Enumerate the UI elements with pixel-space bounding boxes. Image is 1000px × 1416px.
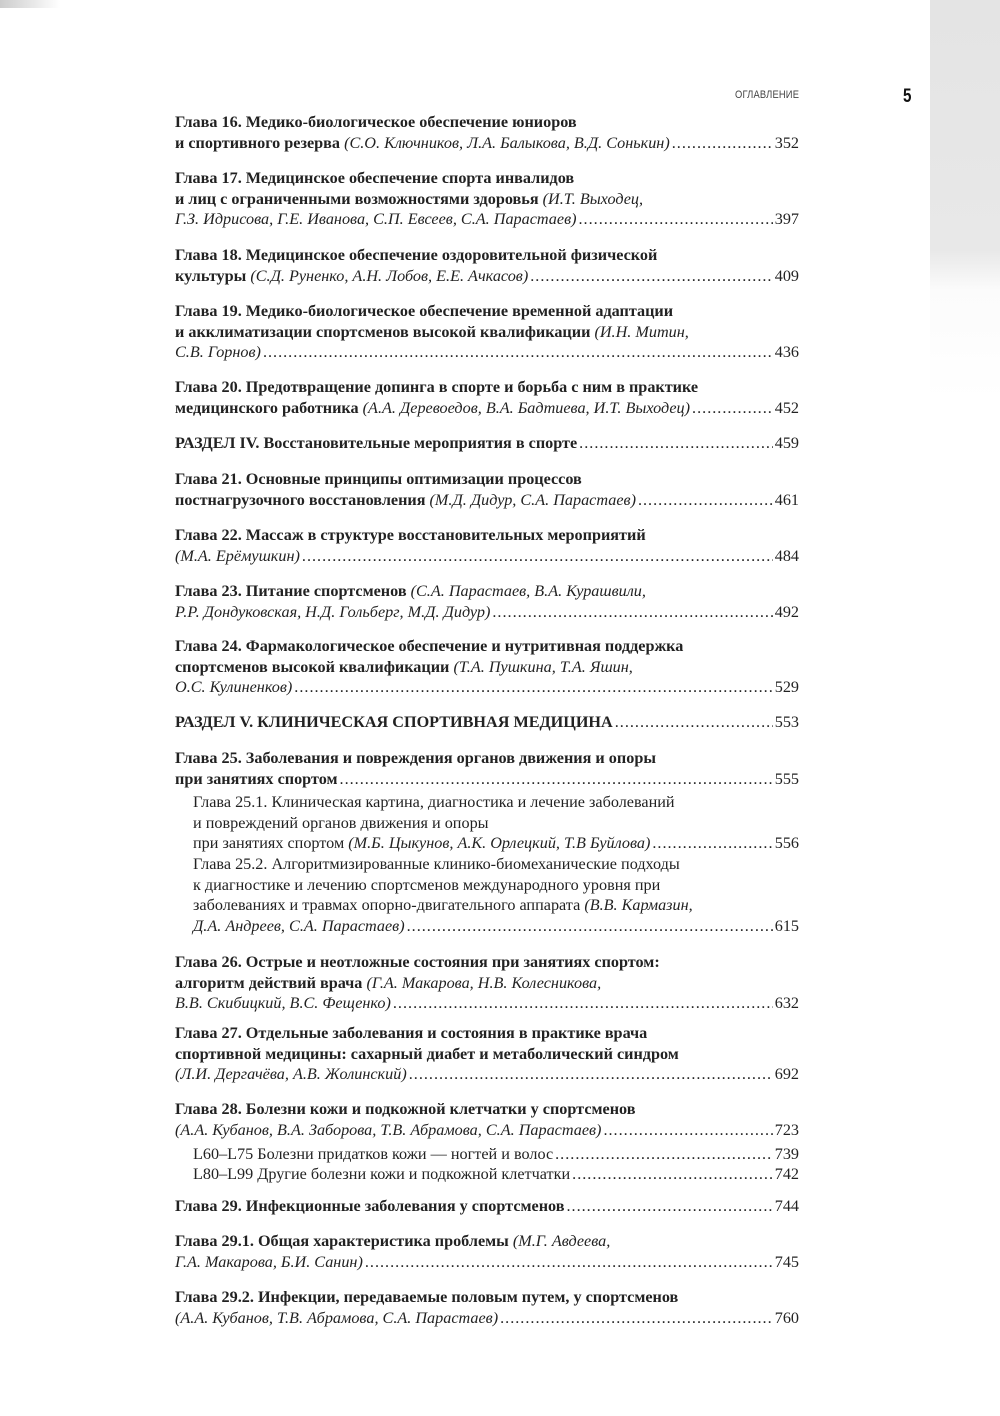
toc-entry[interactable]: [175, 112, 799, 153]
toc-authors: (С.Д. Руненко, А.Н. Лобов, Е.Е. Ачкасов): [250, 266, 529, 285]
toc-authors: (С.А. Парастаев, В.А. Курашвили,: [410, 582, 646, 600]
toc-authors: С.В. Горнов): [175, 343, 261, 362]
toc-authors: (А.А. Кубанов, Т.В. Абрамова, С.А. Парастаев): [175, 1308, 499, 1327]
toc-title: к диагностике и лечению спортсменов международного уровня при: [193, 875, 661, 894]
toc-entry-line: [193, 895, 799, 916]
toc-page-number: 555: [774, 769, 799, 788]
toc-authors: (В.В. Кармазин,: [584, 896, 693, 915]
toc-entry-line: [175, 1231, 799, 1252]
toc-title: и лиц с ограниченными возможностями здоровья: [175, 189, 543, 208]
toc-title: Глава 24. Фармакологическое обеспечение и нутритивная поддержка: [175, 637, 684, 655]
toc-entry[interactable]: [175, 301, 799, 363]
dot-leader: [572, 1164, 773, 1185]
toc-page-number: 723: [774, 1120, 799, 1139]
dot-leader: [294, 677, 772, 698]
toc-page-number: 459: [774, 434, 799, 452]
toc-entry-line: [193, 916, 799, 937]
toc-entry-line: [193, 1164, 799, 1185]
toc-authors: (А.А. Кубанов, В.А. Заборова, Т.В. Абрамова, С.А. Парастаев): [175, 1120, 602, 1139]
toc-authors: Д.А. Андреев, С.А. Парастаев): [193, 916, 405, 935]
toc-entry[interactable]: [193, 854, 799, 936]
toc-entry-line: [175, 168, 799, 189]
toc-page-number: 484: [774, 546, 799, 565]
toc-entry-line: [175, 1308, 799, 1329]
toc-entry-line: [193, 875, 799, 896]
toc-title: Глава 27. Отдельные заболевания и состояния в практике врача: [175, 1024, 648, 1042]
dot-leader: [652, 833, 772, 854]
toc-title: спортивной медицины: сахарный диабет и метаболический синдром: [175, 1044, 679, 1063]
toc-page-number: 739: [774, 1145, 799, 1163]
toc-entry-line: [175, 546, 799, 567]
toc-entry-line: [175, 398, 799, 419]
toc-title: алгоритм действий врача: [175, 973, 367, 992]
toc-entry[interactable]: [175, 1099, 799, 1140]
toc-authors: Г.З. Идрисова, Г.Е. Иванова, С.П. Евсеев, С.А. Парастаев): [175, 210, 577, 229]
toc-title: при занятиях спортом: [193, 834, 349, 853]
toc-authors: (С.О. Ключников, Л.А. Балыкова, В.Д. Сонькин): [344, 133, 670, 152]
toc-title: Глава 29.1. Общая характеристика проблемы: [175, 1232, 513, 1250]
toc-authors: О.С. Кулиненков): [175, 678, 293, 697]
toc-authors: В.В. Скибицкий, В.С. Фещенко): [175, 994, 391, 1013]
toc-entry[interactable]: [175, 433, 799, 454]
toc-page-number: 760: [774, 1308, 799, 1327]
toc-entry-line: [175, 322, 799, 343]
dot-leader: [615, 712, 773, 733]
toc-title: и спортивного резерва: [175, 133, 345, 152]
toc-title: Глава 25. Заболевания и повреждения органов движения и опоры: [175, 749, 656, 767]
toc-entry[interactable]: [175, 245, 799, 286]
toc-entry[interactable]: [175, 1287, 799, 1328]
toc-entry-line: [175, 952, 799, 973]
dot-leader: [566, 1196, 772, 1217]
toc-page-number: 461: [774, 490, 799, 509]
toc-entry-line: [175, 602, 799, 623]
toc-title: при занятиях спортом: [175, 769, 338, 788]
toc-entry[interactable]: [175, 636, 799, 698]
dot-leader: [579, 433, 773, 454]
toc-entry[interactable]: [175, 712, 799, 733]
dot-leader: [555, 1144, 773, 1165]
toc-title: РАЗДЕЛ IV. Восстановительные мероприятия в спорте: [175, 434, 578, 452]
dot-leader: [340, 769, 773, 790]
toc-title: медицинского работника: [175, 398, 363, 417]
toc-entry[interactable]: [175, 1231, 799, 1272]
toc-entry-line: [193, 833, 799, 854]
toc-entry-line: [175, 993, 799, 1014]
toc-page-number: 632: [774, 994, 799, 1013]
toc-entry-line: [175, 525, 799, 546]
toc-entry-line: [175, 1196, 799, 1217]
toc-entry[interactable]: [175, 581, 799, 622]
dot-leader: [365, 1252, 773, 1273]
toc-title: Глава 25.1. Клиническая картина, диагностика и лечение заболеваний: [193, 793, 675, 811]
toc-title: Глава 28. Болезни кожи и подкожной клетчатки у спортсменов: [175, 1100, 636, 1118]
toc-title: постнагрузочного восстановления: [175, 490, 430, 509]
toc-entry-line: [175, 769, 799, 790]
toc-page-number: 409: [774, 266, 799, 285]
toc-title: заболеваниях и травмах опорно-двигательного аппарата: [193, 896, 585, 915]
toc-page-number: 436: [774, 343, 799, 362]
toc-authors: (Т.А. Пушкина, Т.А. Яшин,: [453, 657, 633, 676]
toc-authors: (И.Н. Митин,: [594, 322, 689, 341]
toc-entry-line: [175, 973, 799, 994]
toc-title: РАЗДЕЛ V. КЛИНИЧЕСКАЯ СПОРТИВНАЯ МЕДИЦИНА: [175, 713, 613, 731]
toc-entry-line: [175, 1287, 799, 1308]
toc-title: культуры: [175, 266, 251, 285]
toc-entry-line: [193, 792, 799, 813]
toc-authors: Р.Р. Дондуковская, Н.Д. Гольберг, М.Д. Дидур): [175, 602, 491, 621]
toc-authors: (М.Г. Авдеева,: [512, 1232, 611, 1250]
toc-entry-line: [175, 245, 799, 266]
dot-leader: [603, 1120, 772, 1141]
toc-entry[interactable]: [193, 792, 799, 854]
toc-entry-line: [175, 112, 799, 133]
dot-leader: [492, 602, 772, 623]
toc-authors: (Г.А. Макарова, Н.В. Колесникова,: [366, 973, 602, 992]
toc-page-number: 492: [774, 602, 799, 621]
page-edge-shadow: [930, 0, 1000, 1416]
dot-leader: [302, 546, 773, 567]
toc-entry-line: [175, 657, 799, 678]
scan-corner-shadow: [0, 0, 60, 8]
toc-entry-line: [175, 1064, 799, 1085]
toc-entry-line: [175, 377, 799, 398]
toc-entry[interactable]: [175, 377, 799, 418]
toc-entry-line: [193, 1144, 799, 1165]
toc-page-number: 692: [774, 1065, 799, 1084]
toc-authors: Г.А. Макарова, Б.И. Санин): [175, 1252, 363, 1271]
toc-authors: (И.Т. Выходец,: [542, 189, 644, 208]
toc-authors: (М.Б. Цыкунов, А.К. Орлецкий, Т.В Буйлова): [348, 834, 651, 853]
toc-entry-line: [175, 209, 799, 230]
toc-page-number: 742: [774, 1165, 799, 1183]
dot-leader: [579, 209, 773, 230]
toc-entry-line: [175, 1252, 799, 1273]
toc-title: Глава 21. Основные принципы оптимизации процессов: [175, 470, 582, 488]
toc-page-number: 744: [774, 1197, 799, 1215]
toc-title: Глава 22. Массаж в структуре восстановительных мероприятий: [175, 526, 646, 544]
toc-title: Глава 19. Медико-биологическое обеспечение временной адаптации: [175, 302, 674, 320]
dot-leader: [263, 342, 773, 363]
toc-entry[interactable]: [175, 168, 799, 230]
toc-entry-line: [175, 581, 799, 602]
toc-entry-line: [175, 433, 799, 454]
toc-authors: (М.А. Ерёмушкин): [175, 546, 300, 565]
toc-entry-line: [175, 301, 799, 322]
toc-entry[interactable]: [193, 1164, 799, 1185]
toc-entry-line: [175, 469, 799, 490]
toc-page-number: 615: [774, 916, 799, 935]
toc-entry[interactable]: [175, 1196, 799, 1217]
toc-title: Глава 23. Питание спортсменов: [175, 582, 411, 600]
toc-entry-line: [193, 854, 799, 875]
toc-entry-line: [175, 342, 799, 363]
dot-leader: [393, 993, 773, 1014]
toc-page-number: 452: [774, 398, 799, 417]
toc-page-number: 529: [774, 678, 799, 697]
toc-entry-line: [175, 266, 799, 287]
dot-leader: [409, 1064, 773, 1085]
toc-entry-line: [193, 813, 799, 834]
toc-page-number: 352: [774, 133, 799, 152]
toc-entry-line: [175, 677, 799, 698]
toc-title: Глава 18. Медицинское обеспечение оздоровительной физической: [175, 246, 658, 264]
dot-leader: [407, 916, 773, 937]
toc-entry[interactable]: [175, 748, 799, 789]
page-number: 5: [903, 86, 912, 107]
toc-title: Глава 29.2. Инфекции, передаваемые половым путем, у спортсменов: [175, 1288, 679, 1306]
toc-title: Глава 25.2. Алгоритмизированные клинико-биомеханические подходы: [193, 855, 680, 873]
toc-page-number: 397: [774, 210, 799, 229]
toc-entry-line: [175, 189, 799, 210]
toc-entry[interactable]: [175, 952, 799, 1014]
toc-entry-line: [175, 636, 799, 657]
toc-title: и повреждений органов движения и опоры: [193, 813, 489, 832]
toc-page-number: 556: [774, 834, 799, 853]
toc-title: L80–L99 Другие болезни кожи и подкожной клетчатки: [193, 1165, 571, 1183]
dot-leader: [530, 266, 773, 287]
toc-entry-line: [175, 1120, 799, 1141]
toc-title: спортсменов высокой квалификации: [175, 657, 454, 676]
toc-title: L60–L75 Болезни придатков кожи — ногтей и волос: [193, 1145, 554, 1163]
toc-entry-line: [175, 490, 799, 511]
toc-entry-line: [175, 748, 799, 769]
dot-leader: [500, 1308, 773, 1329]
toc-authors: (М.Д. Дидур, С.А. Парастаев): [429, 490, 636, 509]
toc-title: Глава 20. Предотвращение допинга в спорте и борьба с ним в практике: [175, 378, 699, 396]
toc-title: и акклиматизации спортсменов высокой квалификации: [175, 322, 595, 341]
dot-leader: [672, 133, 773, 154]
dot-leader: [692, 398, 773, 419]
toc-entry[interactable]: [175, 1023, 799, 1085]
toc-entry-line: [175, 133, 799, 154]
toc-authors: (А.А. Деревоедов, В.А. Бадтиева, И.Т. Выходец): [362, 398, 691, 417]
toc-page-number: 553: [774, 713, 799, 731]
toc-title: Глава 29. Инфекционные заболевания у спортсменов: [175, 1197, 565, 1215]
toc-entry[interactable]: [193, 1144, 799, 1165]
dot-leader: [638, 490, 773, 511]
toc-entry-line: [175, 712, 799, 733]
toc-entry-line: [175, 1044, 799, 1065]
toc-entry-line: [175, 1023, 799, 1044]
toc-entry-line: [175, 1099, 799, 1120]
toc-title: Глава 16. Медико-биологическое обеспечение юниоров: [175, 113, 577, 131]
toc-page-number: 745: [774, 1252, 799, 1271]
toc-entry[interactable]: [175, 525, 799, 566]
toc-authors: (Л.И. Дергачёва, А.В. Жолинский): [175, 1065, 407, 1084]
toc-title: Глава 26. Острые и неотложные состояния при занятиях спортом:: [175, 953, 660, 971]
toc-entry[interactable]: [175, 469, 799, 510]
toc-title: Глава 17. Медицинское обеспечение спорта инвалидов: [175, 169, 575, 187]
running-title: ОГЛАВЛЕНИЕ: [735, 89, 800, 101]
